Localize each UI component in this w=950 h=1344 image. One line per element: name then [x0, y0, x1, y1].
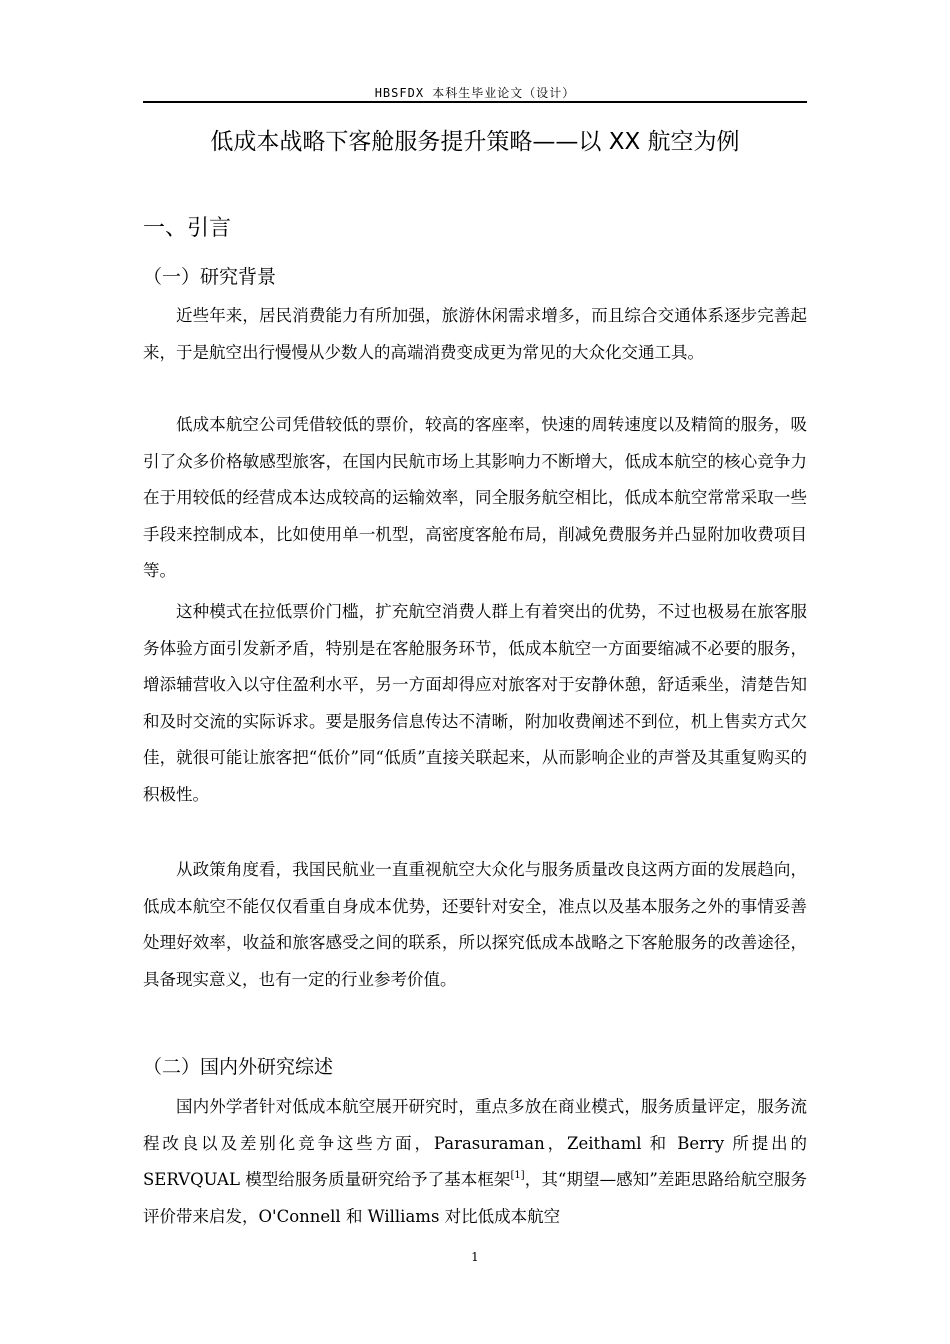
page-number: 1	[471, 1250, 479, 1264]
paper-title: 低成本战略下客舱服务提升策略——以 XX 航空为例	[210, 129, 740, 155]
subsection-heading-background: （一）研究背景	[143, 266, 277, 288]
citation-mark: [1]	[510, 1170, 525, 1181]
paragraph: 低成本航空公司凭借较低的票价，较高的客座率，快速的周转速度以及精简的服务，吸引了众多价格敏感型旅客，在国内民航市场上其影响力不断增大，低成本航空的核心竞争力在于用较低的经营成本达成较高的运输效率，同全服务航空相比，低成本航空常常采取一些手段来控制成本，比如使用单一机型，高密度客舱布局，削减免费服务并凸显附加收费项目等。	[143, 415, 807, 580]
paragraph: 近些年来，居民消费能力有所加强，旅游休闲需求增多，而且综合交通体系逐步完善起来，于是航空出行慢慢从少数人的高端消费变成更为常见的大众化交通工具。	[143, 306, 807, 362]
paragraph: 从政策角度看，我国民航业一直重视航空大众化与服务质量改良这两方面的发展趋向，低成本航空不能仅仅看重自身成本优势，还要针对安全，准点以及基本服务之外的事情妥善处理好效率，收益和旅客感受之间的联系，所以探究低成本战略之下客舱服务的改善途径，具备现实意义，也有一定的行业参考价值。	[143, 860, 807, 989]
paragraph-text: ，其“期望—感知”差距思路给航空服务评价带来启发，O'Connell 和 Williams 对比低成本航空	[143, 1170, 807, 1226]
running-header: HBSFDX 本科生毕业论文（设计）	[374, 86, 576, 100]
section-heading-introduction: 一、引言	[143, 216, 232, 241]
paragraph-text: 国内外学者针对低成本航空展开研究时，重点多放在商业模式，服务质量评定，服务流程改良以及差别化竞争这些方面，Parasuraman，Zeithaml 和 Berry 所提出的 SERVQUAL 模型给服务质量研究给予了基本框架	[143, 1097, 807, 1189]
paragraph	[143, 1089, 807, 1235]
header-rule	[143, 101, 807, 103]
subsection-heading-literature-review: （二）国内外研究综述	[143, 1056, 334, 1078]
paragraph: 这种模式在拉低票价门槛，扩充航空消费人群上有着突出的优势，不过也极易在旅客服务体验方面引发新矛盾，特别是在客舱服务环节，低成本航空一方面要缩减不必要的服务，增添辅营收入以守住盈利水平，另一方面却得应对旅客对于安静休憩，舒适乘坐，清楚告知和及时交流的实际诉求。要是服务信息传达不清晰，附加收费阐述不到位，机上售卖方式欠佳，就很可能让旅客把“低价”同“低质”直接关联起来，从而影响企业的声誉及其重复购买的积极性。	[143, 602, 807, 804]
